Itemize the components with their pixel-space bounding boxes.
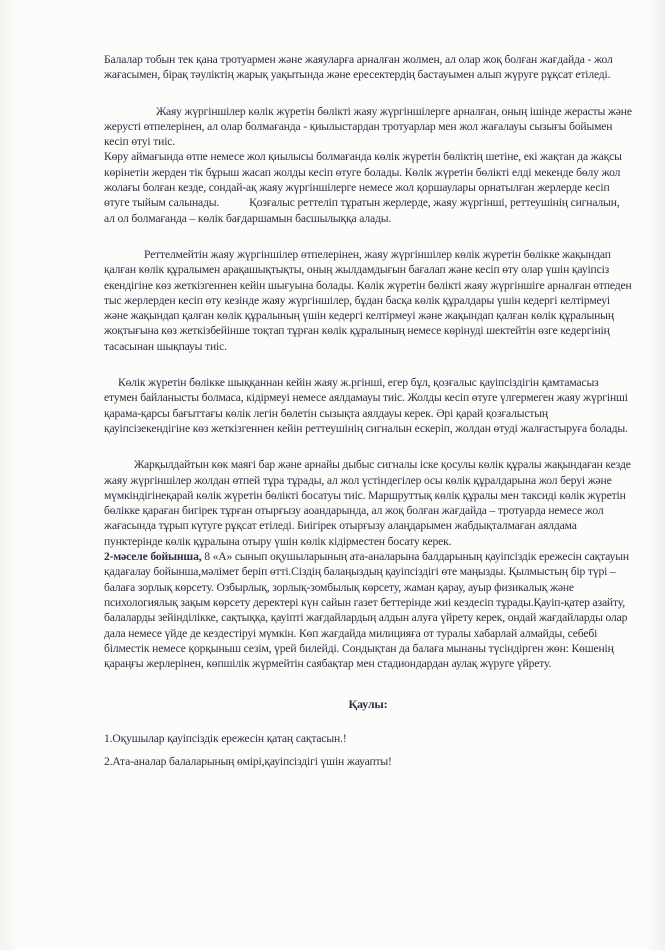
resolution-list xyxy=(104,731,632,770)
paragraph-regulated-crossing-text: Қозғалыс реттеліп тұратын жерлерде, жаяу жүргінші, реттеушінің сигналын, ал ол болмағанда – көлік бағдаршамын басшылыққа алады. xyxy=(104,196,620,225)
paragraph-unregulated-crossings: Реттелмейтін жаяу жүргіншілер өтпелерінен, жаяу жүргіншілер көлік жүретін бөлікке жақындап қалған көлік құралымен арақашықтықты, оның жылдамдығын бағалап және кесіп өту олар үшін қауіпсіз екендігіне көз жеткізгеннен кейін шығуына болады. Көлік жүретін бөлікті жаяу жүргіншіге арналған өтпеден тыс жерлерден кесіп өту кезінде жаяу жүргіншілер, бұдан басқа көлік құралдары үшін кедергі келтірмеуі және жақындап қалған көлік құралының үшін кедергі келтірмеуі және жақындап қалған көлік құралының жоқтығына көз жеткізбейінше тоқтап тұрған көлік құралының немесе көрінуді шектейтін өзге кедергінің тасасынан шықпауы тиіс. xyxy=(104,247,632,353)
document-body xyxy=(104,52,632,777)
paragraph-emergency-vehicles: Жарқылдайтын көк маяғі бар және арнайы дыбыс сигналы іске қосулы көлік құралы жақындаған кезде жаяу жүргіншілер жолдан өтпей тұра тұрады, ал жол үстіндегілер осы көлік құралдарына жол беруі және мүмкіндігінеқарай көлік жүретін бөлікті босатуы тиіс. Маршруттық көлік құралы мен таксиді көлік жүретін бөлікке қараған бигірек тұрған отырғызу аоандарында, ал жоқ болған жағдайда – тротуарда немесе жол жағасында тұрып күтуге рұқсат етіледі. Биігірек отырғызу алаңдарымен жабдықталмаған аялдама пунктерінде көлік құралына отыру үшін көлік кідірместен босату керек. xyxy=(104,458,631,548)
issue-2-text: 8 «А» сынып оқушыларының ата-аналарына балдарының қауіпсіздік ережесін сақтауын қадағалау бойынша,мәлімет беріп өтті.Сіздің балаңыздың қауіпсіздігі өте маңызды. Қылмыстың бір түрі – балаға зорлық көрсету. Озбырлық, зорлық-зомбылық көрсету, жаман қарау, ауыр физикалық және психологиялық зақым көрсету деректері күн сайын газет беттерінде жиі кездесіп тұрады.Қауіп-қатер азайту, балаларды зейінділікке, сақтыққа, қауіпті жағдайлардың алдын алуға үйрету керек, ондай жағдайларды олар дала немесе үйде де кездестіруі мүмкін. Көп жағдайда милицияға от туралы хабарлай алмайды, себебі білместік немесе қорқыныш сезім, үрей билейді. Сондықтан да балаға мынаны түсіндірген жөн: Көшенің қараңғы жерлерінен, көпшілік жүрмейтін саябақтар мен стадиондардан аулақ жүруге үйрету. xyxy=(104,550,629,671)
paragraph-issue-2 xyxy=(104,549,632,671)
paragraph-children-groups: Балалар тобын тек қана тротуармен және жаяуларға арналған жолмен, ал олар жоқ болған жағдайда - жол жағасымен, бірақ тәуліктің жарық уақытында және ересектердің бастауымен алып жүруге рұқсат етіледі. xyxy=(104,53,613,82)
resolution-item-2: 2.Ата-аналар балаларының өмірі,қауіпсіздігі үшін жауапты! xyxy=(104,754,392,768)
paragraph-crossing-rules xyxy=(104,149,632,225)
paragraph-on-roadway: Көлік жүретін бөлікке шыққаннан кейін жаяу ж.ргінші, егер бұл, қозғалыс қауіпсіздігін қамтамасыз етумен байланысты болмаса, кідірмеуі немесе аялдамауы тиіс. Жолды кесіп өтуге үлгермеген жаяу жүргінші қарама-қарсы бағыттағы көлік легін бөлетін сызықта аялдауы керек. Әрі қарай қозғалыстың қауіпсізекендігіне көз жеткізгеннен кейін реттеушінің сигналын ескеріп, жолдан өтуді жалғастыруға болады. xyxy=(104,376,628,435)
resolution-heading: Қаулы: xyxy=(348,697,388,712)
paragraph-crossing-rules-text: Көру аймағында өтпе немесе жол қиылысы болмағанда көлік жүретін бөліктің шетіне, екі жақтан да жақсы көрінетін жерден тік бұрыш жасап жолды кесіп өтуге болады. Көлік жүретін бөлікті елді мекенде бөлу жол жолағы болған кезде, сондай-ақ жаяу жүргіншілерге немесе жол қоршаулары орнатылған жерлерде кесіп өтуге тыйым салынады. xyxy=(104,150,622,210)
resolution-item-1: 1.Оқушылар қауіпсіздік ережесін қатаң сақтасын.! xyxy=(104,731,347,745)
paragraph-pedestrian-crossing: Жаяу жүргіншілер көлік жүретін бөлікті жаяу жүргіншілерге арналған, оның ішінде жерасты және жерусті өтпелерінен, ал олар болмағанда - қиылыстардан тротуарлар мен жол жағалауы сызығы бойымен кесіп өтуі тиіс. xyxy=(104,104,632,149)
issue-2-label: 2-мәселе бойынша, xyxy=(104,550,202,564)
